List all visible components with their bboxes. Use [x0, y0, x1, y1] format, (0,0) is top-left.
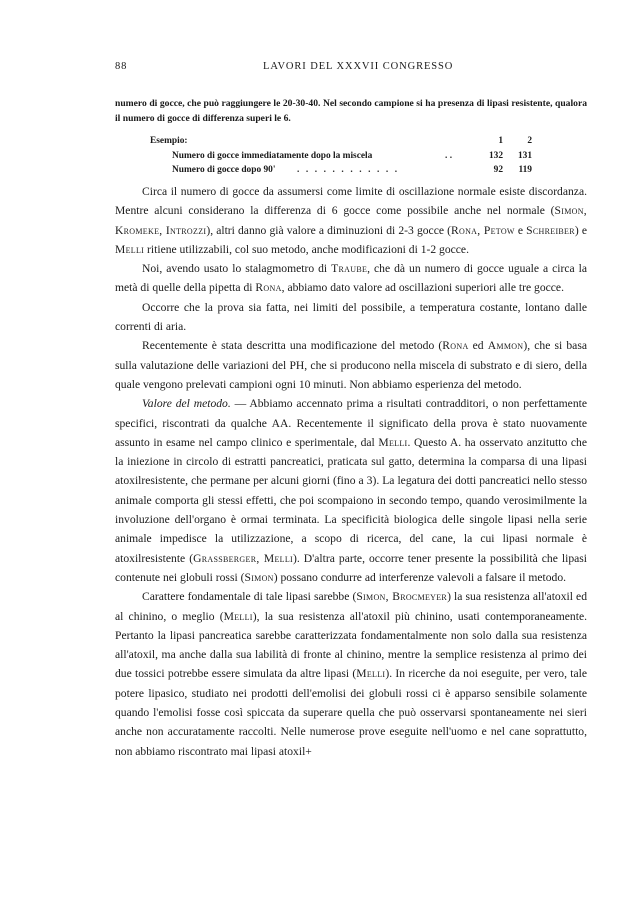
example-label: Esempio: — [150, 136, 188, 146]
author-name: Melli — [115, 242, 145, 256]
example-header-row — [150, 134, 550, 149]
example-row-label: Numero di gocce immediatamente dopo la miscela — [172, 150, 373, 161]
page-header — [115, 61, 587, 77]
example-col-2-header: 2 — [527, 136, 532, 146]
example-row-label: Numero di gocce dopo 90' — [172, 165, 276, 175]
paragraph — [115, 182, 587, 259]
paragraph — [115, 394, 587, 587]
author-name: Melli — [378, 435, 408, 449]
intro-paragraph: numero di gocce, che può raggiungere le 20-30-40. Nel secondo campione si ha presenza di lipasi resistente, qualora il numero di gocce di differenza superi le 6. — [115, 98, 587, 124]
author-name: Melli — [223, 609, 253, 623]
example-row-value-2: 119 — [518, 165, 532, 175]
author-name: Rona — [442, 339, 469, 353]
text-run: — Abbiamo accennato prima a risultati contradditori, o non perfettamente specifici, riscontrati da qualche AA. Recentemente il significato della prova è stato nuovamente assunto in esame nel campo clinico e sperimentale, dal — [115, 397, 587, 449]
example-row — [150, 149, 550, 164]
text-run: Carattere fondamentale di tale lipasi sarebbe ( — [142, 590, 357, 604]
author-name: Grassberger, Melli — [193, 551, 294, 565]
text-run: . Questo A. ha osservato anzitutto che la iniezione in circolo di estratti pancreatici, praticata sul gatto, determina la comparsa di una lipasi atoxilresistente, che permane per alcuni giorni (fino a 3). La legatura dei dotti pancreatici nello stesso animale comporta gli stessi effetti, che poi scompaiono in secondo tempo, quando verosimilmente la involuzione dell'organo è ormai terminata. La specificità biologica delle singole lipasi nella serie animale impedisce la utilizzazione, a scopo di ricerca, del cane, la cui lipasi normale è atoxilresistente ( — [115, 435, 587, 565]
text-run: Noi, avendo usato lo stalagmometro di — [142, 262, 332, 276]
author-name: Simon — [244, 570, 274, 584]
paragraph: Occorre che la prova sia fatta, nei limiti del possibile, a temperatura costante, lontano dalle correnti di aria. — [115, 300, 587, 334]
paragraph — [115, 336, 587, 394]
example-table — [150, 134, 550, 178]
author-name: Simon, Brocmeyer — [356, 590, 448, 604]
author-name: Rona — [255, 281, 282, 295]
example-row-leader: . . . . . . . . . . . . — [297, 165, 400, 175]
author-name: Traube — [331, 262, 368, 276]
text-run: ) e — [574, 223, 587, 237]
text-run: , abbiamo dato valore ad oscillazioni superiori alle tre gocce. — [281, 281, 564, 295]
example-row-value-2: 131 — [517, 150, 532, 161]
text-run: ritiene utilizzabili, col suo metodo, anche modificazioni di 1-2 gocce. — [144, 242, 469, 256]
paragraph — [115, 587, 587, 761]
text-run: , che dà un numero di gocce uguale a circa la metà di quelle della pipetta di — [115, 262, 587, 295]
author-name: Ammon — [487, 339, 524, 353]
body-text — [115, 182, 587, 761]
text-run: ), che si basa sulla valutazione delle variazioni del PH, che si producono nella miscela di substrato e di siero, della quale vengono prelevati campioni ogni 10 minuti. Non abbiamo esperienza del metodo. — [115, 339, 587, 391]
text-run: ). D'altra parte, occorre tener presente la possibilità che lipasi contenute nei globuli rossi ( — [115, 551, 588, 584]
text-run: Circa il numero di gocce da assumersi come limite di oscillazione normale esiste discordanza. Mentre alcuni considerano la differenza di 6 gocce come possibile anche nel normale ( — [115, 185, 587, 218]
example-col-1-header: 1 — [498, 136, 503, 146]
author-name: Schreiber — [526, 223, 575, 237]
text-run: e — [514, 223, 527, 237]
example-row — [150, 163, 550, 178]
page-number: 88 — [115, 61, 128, 72]
paragraph — [115, 259, 587, 298]
text-run: ). In ricerche da noi eseguite, per vero, tale potere lipasico, studiato nei prodotti dell'emolisi dei globuli rossi ci è apparso sensibile solamente quando l'emolisi fosse così spiccata da superare quella che può osservarsi spontaneamente nei sieri anche non accuratamente raccolti. Nelle numerose prove eseguite nell'uomo e nel cane soprattutto, non abbiamo riscontrato mai lipasi atoxil+ — [115, 667, 587, 758]
text-run: Recentemente è stata descritta una modificazione del metodo ( — [142, 339, 443, 353]
example-row-leader: . . — [445, 150, 453, 161]
running-title: LAVORI DEL XXXVII CONGRESSO — [263, 61, 454, 72]
section-heading: Valore del metodo. — [142, 397, 231, 411]
example-row-value-1: 132 — [488, 150, 503, 161]
text-run: ), altri danno già valore a diminuzioni di 2-3 gocce ( — [206, 223, 451, 237]
text-run: ) la sua resistenza all'atoxil ed al chinino, o meglio ( — [115, 590, 587, 623]
author-name: Melli — [356, 667, 386, 681]
author-name: Simon, Kromeke, Introzzi — [115, 204, 587, 237]
author-name: Rona, Petow — [450, 223, 515, 237]
text-run: ed — [468, 339, 488, 353]
text-run: ), la sua resistenza all'atoxil più chinino, usati contemporaneamente. Pertanto la lipasi pancreatica sarebbe caratterizzata fondamentalmente non solo dalla sua resistenza all'atoxil, ma anche dalla sua labilità di fronte al chinino, mentre la semplice resistenza al primo dei due tossici potrebbe essere simulata da altre lipasi ( — [115, 609, 587, 681]
text-run: ) possano condurre ad interferenze valevoli a falsare il metodo. — [273, 570, 567, 584]
example-row-value-1: 92 — [493, 165, 503, 175]
